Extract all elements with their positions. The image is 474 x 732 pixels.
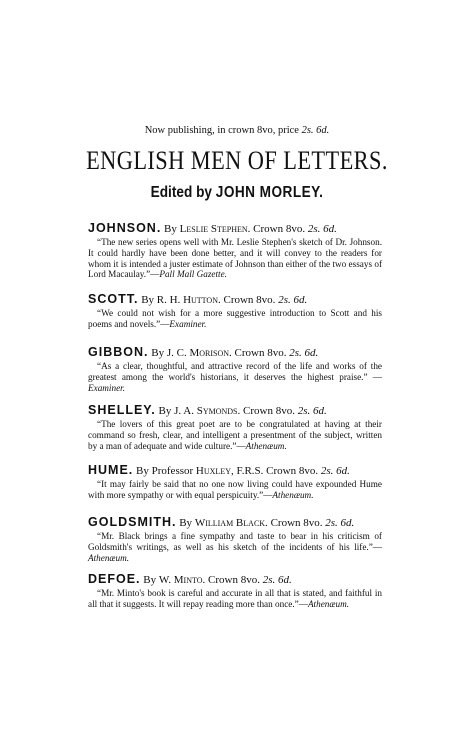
- entry-by: By Professor: [136, 465, 194, 477]
- entry-by: By: [164, 223, 177, 235]
- entry-author: Leslie Stephen.: [179, 223, 251, 235]
- entry-by: By: [143, 574, 157, 586]
- entry-format: Crown 8vo.: [223, 294, 276, 306]
- entry-heading: [88, 403, 382, 417]
- quote-text: “The lovers of this great poet are to be congratulated at having at their command so fresh, clear, and intelligent a presentment of the subject, written by a man of adequate and wide culture.”—: [88, 419, 382, 451]
- entry-subject: DEFOE.: [88, 572, 141, 586]
- entry-price: 2s. 6d.: [297, 405, 327, 417]
- quote-text: “Mr. Minto's book is careful and accurate in all that is stated, and faithful in all that it suggests. It will repay reading more than once.”—: [88, 588, 382, 609]
- entry-gibbon: [88, 345, 382, 393]
- entry-price: 2s. 6d.: [262, 574, 292, 586]
- editor-name: JOHN MORLEY.: [215, 184, 324, 201]
- entry-author: Huxley, F.R.S.: [195, 465, 264, 477]
- entry-price: 2s. 6d.: [289, 347, 319, 359]
- series-title: ENGLISH MEN OF LETTERS.: [86, 146, 388, 175]
- quote-source: Athenæum.: [272, 489, 314, 500]
- entry-subject: SHELLEY.: [88, 403, 156, 417]
- entry-heading: [88, 572, 382, 586]
- entry-scott: [88, 292, 382, 330]
- entry-quote: [88, 588, 382, 610]
- quote-text: “Mr. Black brings a fine sympathy and taste to bear in his criticism of Goldsmith's writings, as well as his sketch of the incidents of his life.”—: [88, 531, 382, 552]
- entry-author: J. C. Morison.: [166, 347, 232, 359]
- entry-subject: HUME.: [88, 463, 134, 477]
- entry-quote: [88, 479, 382, 501]
- entry-format: Crown 8vo.: [243, 405, 295, 417]
- entry-heading: [88, 221, 382, 235]
- entry-subject: GIBBON.: [88, 345, 149, 359]
- entry-subject: GOLDSMITH.: [88, 515, 177, 529]
- entry-price: 2s. 6d.: [325, 517, 355, 529]
- entry-author: J. A. Symonds.: [174, 405, 241, 417]
- entry-format: Crown 8vo.: [208, 574, 260, 586]
- entry-quote: [88, 308, 382, 330]
- announcement-price: 2s. 6d.: [301, 125, 330, 136]
- entry-author: W. Minto.: [158, 574, 206, 586]
- announcement-line: [0, 125, 474, 136]
- entry-by: By: [158, 405, 172, 417]
- entry-hume: [88, 463, 382, 501]
- quote-source: Athenæum.: [307, 598, 350, 609]
- entry-price: 2s. 6d.: [278, 294, 308, 306]
- entry-heading: [88, 515, 382, 529]
- entry-quote: [88, 531, 382, 563]
- entry-defoe: [88, 572, 382, 610]
- entry-price: 2s. 6d.: [320, 465, 350, 477]
- entry-subject: JOHNSON.: [88, 221, 162, 235]
- entry-goldsmith: [88, 515, 382, 563]
- entry-author: William Black.: [194, 517, 268, 529]
- quote-text: “As a clear, thoughtful, and attractive record of the life and works of the greatest among the world's historians, it deserves the highest praise.” —: [88, 361, 382, 382]
- editor-line: [28, 184, 445, 202]
- editor-prefix: Edited by: [150, 184, 213, 201]
- entry-author: R. H. Hutton.: [156, 294, 221, 306]
- entry-heading: [88, 463, 382, 477]
- quote-source: Examiner.: [88, 382, 125, 393]
- entry-subject: SCOTT.: [88, 292, 139, 306]
- entry-quote: [88, 237, 382, 280]
- entry-price: 2s. 6d.: [307, 223, 337, 235]
- entry-by: By: [151, 347, 165, 359]
- entry-quote: [88, 419, 382, 451]
- entry-format: Crown 8vo.: [270, 517, 323, 529]
- quote-source: Athenæum.: [245, 440, 287, 451]
- announcement-prefix: Now publishing, in crown 8vo, price: [144, 125, 299, 136]
- entry-by: By: [141, 294, 155, 306]
- entry-quote: [88, 361, 382, 393]
- quote-source: Athenæum.: [88, 552, 130, 563]
- quote-text: “The new series opens well with Mr. Leslie Stephen's sketch of Dr. Johnson. It could hardly have been done better, and it will convey to the readers for whom it is intended a juster estimate of Johnson than either of the two essays of Lord Macaulay.”—: [88, 237, 382, 280]
- entry-shelley: [88, 403, 382, 451]
- entry-by: By: [179, 517, 193, 529]
- entry-heading: [88, 345, 382, 359]
- entry-format: Crown 8vo.: [266, 465, 319, 477]
- quote-text: “We could not wish for a more suggestive introduction to Scott and his poems and novels.”—: [88, 308, 382, 329]
- entry-format: Crown 8vo.: [234, 347, 287, 359]
- entry-johnson: [88, 221, 382, 280]
- quote-text: “It may fairly be said that no one now living could have expounded Hume with more sympathy or with equal perspicuity.”—: [88, 479, 382, 500]
- entry-heading: [88, 292, 382, 306]
- entry-format: Crown 8vo.: [253, 223, 306, 235]
- quote-source: Pall Mall Gazette.: [159, 269, 227, 280]
- quote-source: Examiner.: [169, 318, 207, 329]
